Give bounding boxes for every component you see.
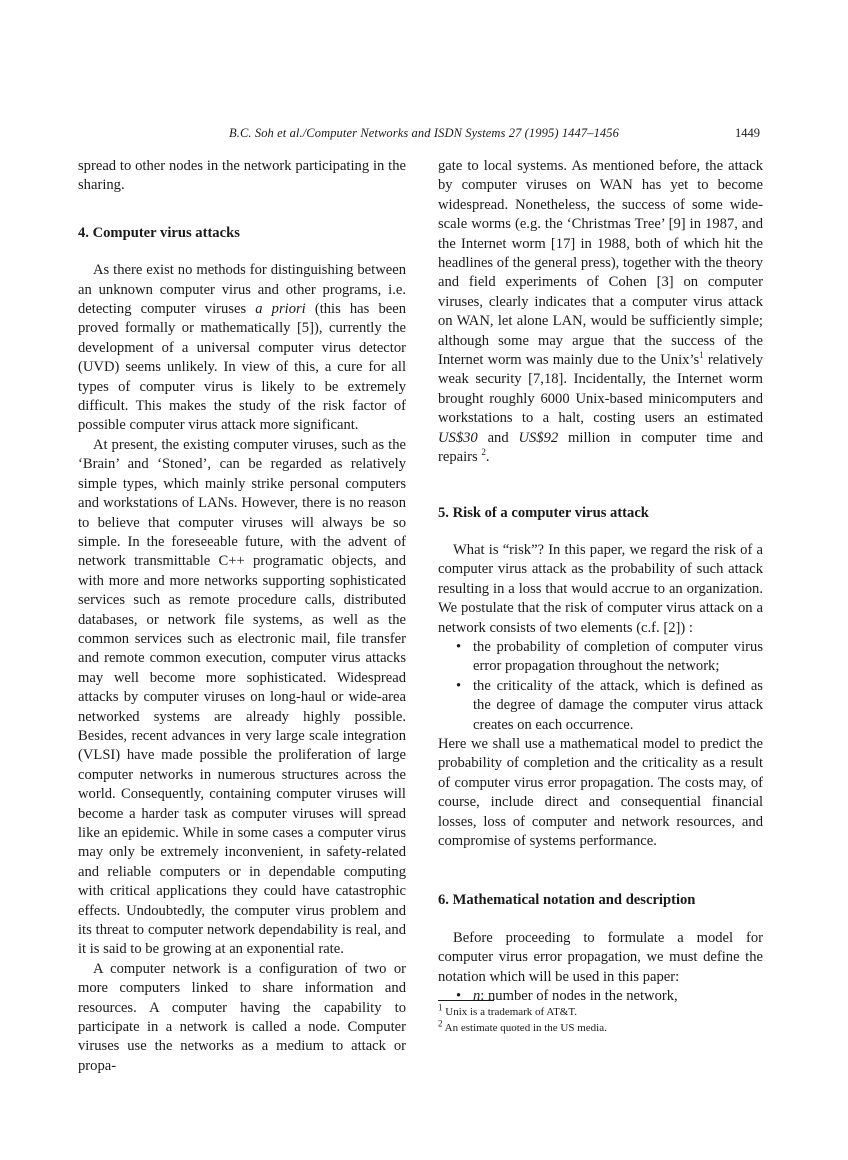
section-6-paragraph-1: Before proceeding to formulate a model for computer virus error propagation, we must define the notation which will be used in this paper:	[438, 929, 763, 985]
s4p1-text: As there exist no methods for distinguishing between an unknown computer virus and other programs, i.e. detecting computer viruses a priori (this has been proved formally or mathematically [5]), currently the development of a universal computer virus detector (UVD) seems unlikely. In view of this, a cure for all types of computer virus is likely to be extremely difficult. This makes the study of the risk factor of possible computer virus attack more significant.	[78, 262, 406, 434]
section-4-paragraph-3: A computer network is a configuration of two or more computers linked to share information and resources. A computer having the capability to participate in a network is called a node. Computer viruses use the networks as a medium to attack or propa-	[78, 960, 406, 1074]
footnote-mark-1: 1	[438, 1002, 443, 1013]
amount-1: US$30	[438, 429, 478, 446]
list-item	[438, 638, 763, 677]
left-column	[78, 157, 406, 1076]
cont-e: .	[485, 449, 490, 466]
footnote-mark-2: 2	[438, 1018, 443, 1029]
cont-b: relatively weak security [7,18]. Incidentally, the Internet worm brought roughly 6000 Unix-based minicomputers and workstations to a halt, costing users an estimated	[438, 352, 763, 427]
section-4-heading: 4. Computer virus attacks	[78, 224, 240, 241]
footnote-text-2: An estimate quoted in the US media.	[444, 1022, 607, 1034]
list-item-text: the criticality of the attack, which is defined as the degree of damage the computer virus attack creates on each occurrence.	[473, 677, 763, 733]
emphasis-a-priori: a priori	[255, 301, 306, 318]
continuation-paragraph-right	[438, 157, 763, 468]
section-5-heading: 5. Risk of a computer virus attack	[438, 504, 649, 521]
section-4-paragraph-1	[78, 261, 406, 436]
list-item-text: : number of nodes in the network,	[480, 988, 678, 1005]
cont-d: million in computer time and repairs	[438, 429, 763, 466]
section-5-bullet-list	[438, 638, 763, 735]
list-item-text: the probability of completion of computer virus error propagation throughout the network;	[473, 638, 763, 675]
footnotes	[438, 1004, 763, 1036]
right-column	[438, 157, 763, 1006]
variable-n: n	[473, 988, 481, 1005]
amount-2: US$92	[518, 429, 559, 446]
section-6-heading: 6. Mathematical notation and description	[438, 892, 696, 909]
footnote-1	[438, 1004, 763, 1020]
cont-a: gate to local systems. As mentioned before, the attack by computer viruses on WAN has yet to become widespread. Nonetheless, the success of some wide-scale worms (e.g. the ‘Christmas Tree’ [9] in 1987, and the Internet worm [17] in 1988, both of which hit the headlines of the general press), together with the theory and field experiments of Cohen [3] on computer viruses, clearly indicates that a computer virus attack on WAN, let alone LAN, would be sufficiently simple; although some may argue that the success of the Internet worm was mainly due to the Unix’s	[438, 158, 763, 369]
section-5-paragraph-2: Here we shall use a mathematical model to predict the probability of completion and the criticality as a result of computer virus error propagation. The costs may, of course, include direct and consequential financial losses, loss of computer and network resources, and compromise of systems performance.	[438, 735, 763, 849]
footnote-ref-1: 1	[699, 350, 704, 361]
section-4-paragraph-2: At present, the existing computer viruses, such as the ‘Brain’ and ‘Stoned’, can be regarded as relatively simple types, which mainly strike personal computers and workstations of LANs. However, there is no reason to believe that computer viruses will always be so simple. In the foreseeable future, with the advent of network transmittable C++ programatic objects, and with more and more networks supporting sophisticated services such as remote procedure calls, distributed databases, or network file systems, as well as the common services such as electronic mail, file transfer and remote common execution, computer virus attacks may well become more sophisticated. Widespread attacks by computer viruses on long-haul or wide-area networked systems are already highly possible. Besides, recent advances in very large scale integration (VLSI) have made possible the proliferation of large computer networks in numerous structures across the world. Consequently, containing computer viruses will become a harder task as computer viruses will spread like an epidemic. While in some cases a computer virus may only be extremely inconvenient, in safety-related and reliable computers or in dependable computing with critical applications they could have catastrophic effects. Undoubtedly, the computer virus problem and its threat to computer network dependability is real, and it is said to be growing at an exponential rate.	[78, 436, 406, 958]
list-item	[438, 677, 763, 735]
footnote-rule	[438, 1000, 494, 1001]
footnote-ref-2: 2	[481, 447, 486, 458]
bullet-glyph: •	[456, 988, 462, 1005]
running-head: B.C. Soh et al./Computer Networks and ISDN Systems 27 (1995) 1447–1456	[229, 126, 619, 140]
section-5-paragraph-1: What is “risk”? In this paper, we regard the risk of a computer virus attack as the probability of such attack resulting in a loss that would accrue to an organization. We postulate that the risk of computer virus attack on a network consists of two elements (c.f. [2]) :	[438, 541, 763, 636]
footnote-text-1: Unix is a trademark of AT&T.	[445, 1006, 578, 1018]
bullet-glyph: •	[456, 638, 462, 655]
cont-c: and	[477, 429, 519, 446]
continuation-paragraph: spread to other nodes in the network participating in the sharing.	[78, 158, 406, 194]
page-number: 1449	[735, 126, 760, 140]
footnote-2	[438, 1020, 763, 1036]
bullet-glyph: •	[456, 677, 462, 694]
